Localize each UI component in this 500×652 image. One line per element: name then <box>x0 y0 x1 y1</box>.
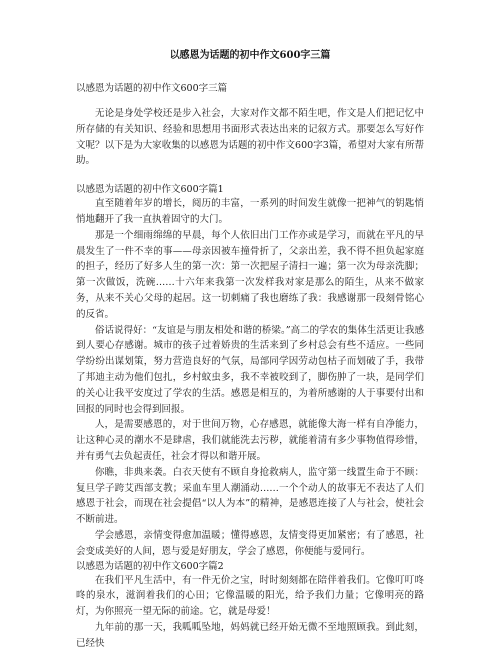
intro-paragraph: 无论是身处学校还是步入社会，大家对作文都不陌生吧，作文是人们把记忆中所存储的有关知识、经验和思想用书面形式表达出来的记叙方式。那要怎么写好作文呢？以下是为大家收集的以感恩为话题的初中作文600字3篇，希望对大家有所帮助。 <box>76 108 424 167</box>
paragraph: 学会感恩，亲情变得愈加温暖；懂得感恩，友情变得更加紧密；有了感恩，社会变成美好的人间，恩与爱是好朋友，学会了感恩，你便能与爱同行。 <box>76 529 424 557</box>
paragraph: 直至随着年岁的增长，阅历的丰富，一系列的时间发生就像一把神气的钥匙悄悄地翻开了我一直执着固守的大门。 <box>76 198 424 225</box>
section-heading: 以感恩为话题的初中作文600字三篇 <box>76 83 228 94</box>
page-title: 以感恩为话题的初中作文600字三篇 <box>169 50 331 61</box>
paragraph: 那是一个细雨绵绵的早晨，每个人依旧出门工作亦或是学习，而就在平凡的早晨发生了一件不幸的事——母亲因被车撞骨折了，父亲出差，我不得不担负起家庭的担子，经历了好多人生的第一次：第一次把屋子清扫一遍；第一次为母亲洗脚；第一次做饭，洗碗……十六年来我第一次发样我对家是那么的陌生，从来不做家务，从来不关心父母的起居。这一切刺痛了我也磨练了我：我感谢那一段刻骨铭心的反省。 <box>76 229 424 320</box>
paragraph: 在我们平凡生活中，有一件无价之宝，时时刻刻都在陪伴着我们。它像叮叮咚咚的泉水，滋润着我们的心田；它像温暖的阳光，给予我们力量；它像明亮的路灯，为你照亮一望无际的前途。它，就是母爱！ <box>76 574 424 618</box>
paragraph: 俗话说得好：“友谊是与朋友相处和谐的桥梁。”高二的学农的集体生活更让我感到人要心存感谢。城市的孩子过着娇贵的生活来到了乡村总会有些不适应。一些同学纷纷出谋划策，努力营造良好的气氛，局部同学因劳动包枯子而划破了手，我带了邦迪主动为他们包扎，乡村蚊虫多，我不幸被咬到了，脚伤肿了一块，是同学们的关心让我平安度过了学农的生活。感恩是相互的，为着所感谢的人于事要付出和回报的同时也会得到回报。 <box>76 324 424 415</box>
paragraph: 九年前的那一天，我呱呱坠地，妈妈就已经开始无微不至地照顾我。到此刻，已经快 <box>76 621 424 649</box>
paragraph: 人，是需要感恩的，对于世间万物，心存感恩，就能像大海一样有自净能力，让这种心灵的潮水不是肆虐，我们就能洗去污秽，就能着清有多少事物值得珍惜，并有勇气去负起责任，社会才得以和谐开展。 <box>76 419 424 462</box>
paragraph: 你瞧，非典来袭。白衣天使有不顾自身抢救病人，监守第一线置生命于不顾：复旦学子跨艾西部支教；采血车里人潮涌动……一个个动人的故事无不表达了人们感恩于社会，而现在社会提倡“以人为本”的精神，是感恩连接了人与社会，使社会不断前进。 <box>76 466 424 526</box>
essay-1-title: 以感恩为话题的初中作文600字篇1 <box>76 184 224 196</box>
essay-2-title: 以感恩为话题的初中作文600字篇2 <box>76 560 224 572</box>
